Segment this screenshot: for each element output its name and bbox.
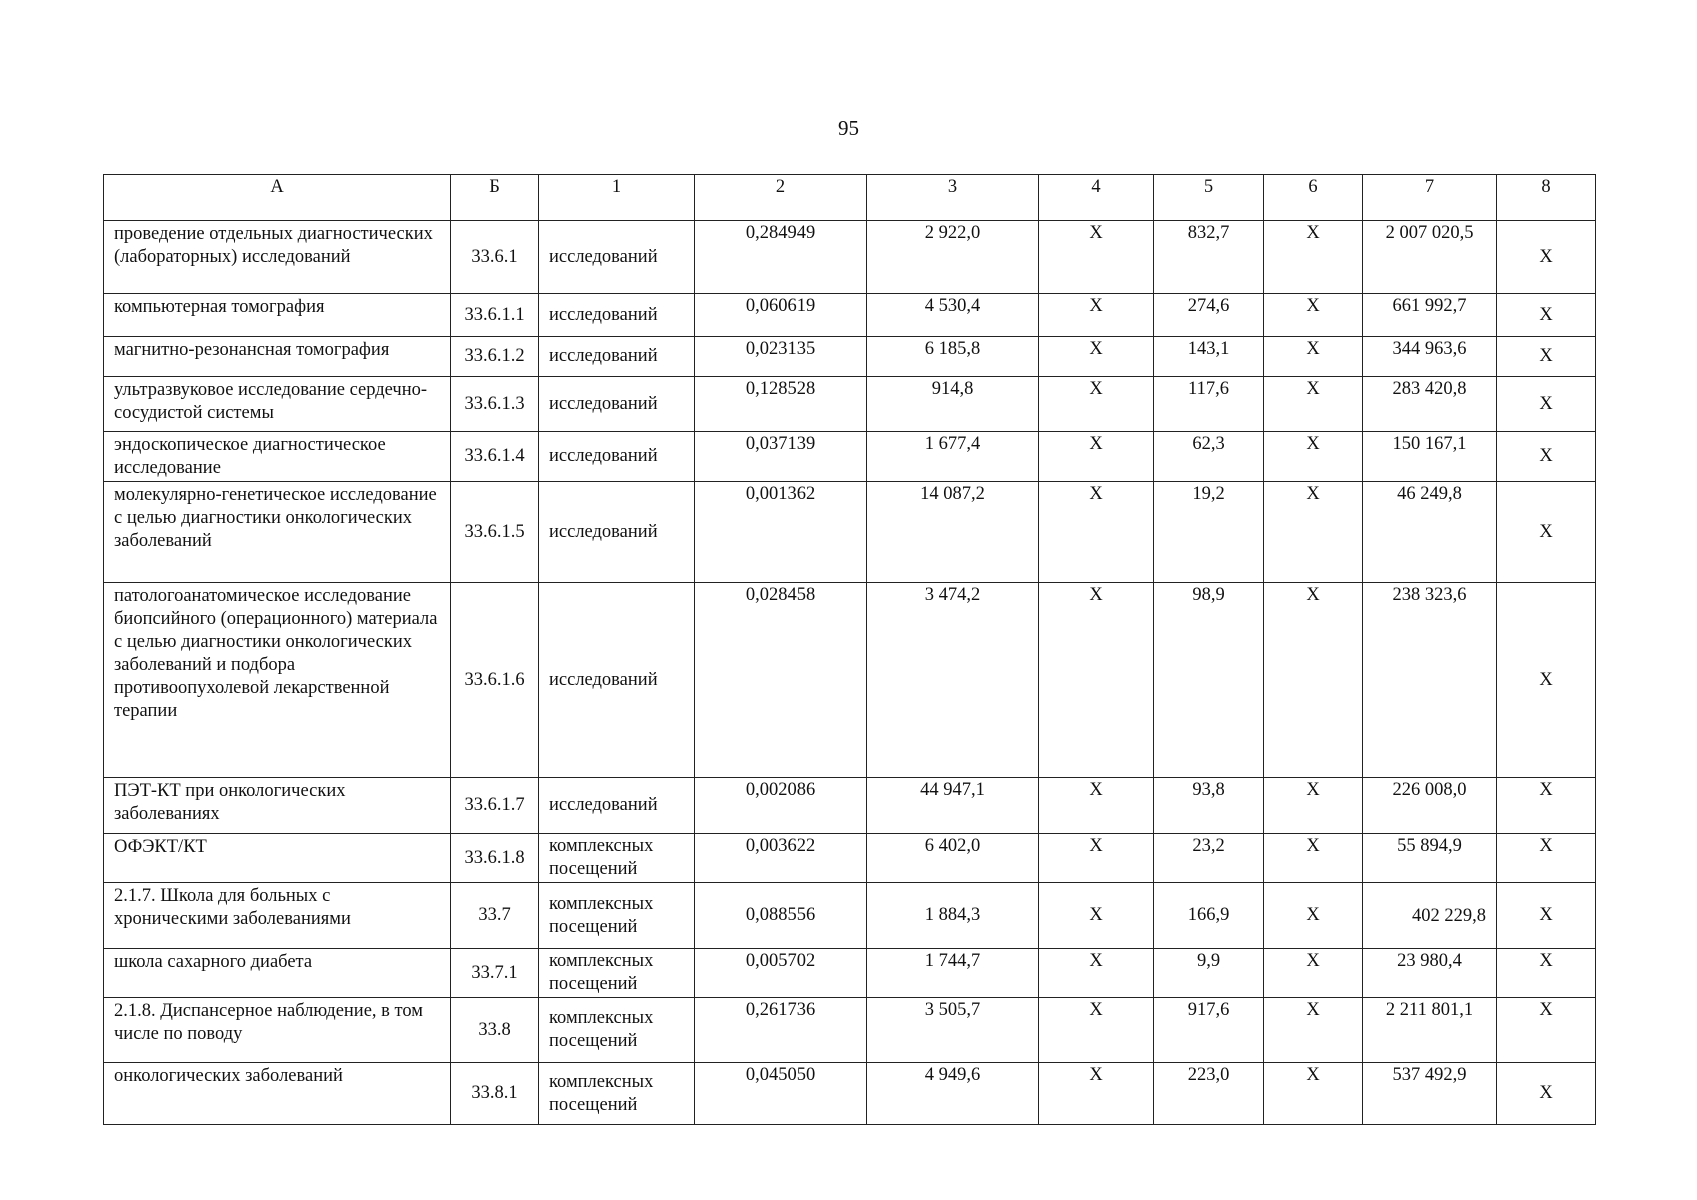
row-col7-cell: 283 420,8 <box>1363 377 1497 432</box>
row-col4-cell: X <box>1039 778 1154 834</box>
row-col8-cell: X <box>1497 337 1596 377</box>
row-col2-cell: 0,284949 <box>695 221 867 294</box>
row-col7-cell: 344 963,6 <box>1363 337 1497 377</box>
row-col6-cell: X <box>1264 432 1363 482</box>
row-code-cell: 33.6.1 <box>451 221 539 294</box>
row-col4-cell: X <box>1039 337 1154 377</box>
row-unit-cell: комплексных посещений <box>539 998 695 1063</box>
row-col5-cell: 832,7 <box>1154 221 1264 294</box>
row-col8-cell: X <box>1497 1063 1596 1125</box>
row-col8-cell: X <box>1497 432 1596 482</box>
row-col5-cell: 274,6 <box>1154 294 1264 337</box>
row-col4-cell: X <box>1039 583 1154 778</box>
row-code-cell: 33.7 <box>451 883 539 949</box>
page-number: 95 <box>838 116 859 140</box>
header-cell: Б <box>451 175 539 221</box>
row-col2-cell: 0,002086 <box>695 778 867 834</box>
table-row <box>104 337 1596 377</box>
row-col4-cell: X <box>1039 834 1154 883</box>
row-unit-cell: исследований <box>539 337 695 377</box>
row-col3-cell: 4 530,4 <box>867 294 1039 337</box>
header-row <box>104 175 1596 221</box>
header-cell: 6 <box>1264 175 1363 221</box>
row-col4-cell: X <box>1039 482 1154 583</box>
row-col3-cell: 1 744,7 <box>867 949 1039 998</box>
row-col5-cell: 166,9 <box>1154 883 1264 949</box>
row-col4-cell: X <box>1039 998 1154 1063</box>
table-row <box>104 294 1596 337</box>
row-col2-cell: 0,088556 <box>695 883 867 949</box>
row-col6-cell: X <box>1264 377 1363 432</box>
row-col4-cell: X <box>1039 432 1154 482</box>
table-row <box>104 998 1596 1063</box>
row-col2-cell: 0,023135 <box>695 337 867 377</box>
row-name-cell: магнитно-резонансная томография <box>104 337 451 377</box>
row-code-cell: 33.6.1.4 <box>451 432 539 482</box>
row-col2-cell: 0,261736 <box>695 998 867 1063</box>
row-col3-cell: 4 949,6 <box>867 1063 1039 1125</box>
row-col2-cell: 0,060619 <box>695 294 867 337</box>
row-col5-cell: 917,6 <box>1154 998 1264 1063</box>
row-col8-cell: X <box>1497 377 1596 432</box>
row-col8-cell: X <box>1497 998 1596 1063</box>
row-col6-cell: X <box>1264 778 1363 834</box>
row-col6-cell: X <box>1264 834 1363 883</box>
row-name-cell: проведение отдельных диагностических (лабораторных) исследований <box>104 221 451 294</box>
row-col7-cell: 55 894,9 <box>1363 834 1497 883</box>
row-unit-cell: исследований <box>539 778 695 834</box>
row-col6-cell: X <box>1264 883 1363 949</box>
row-unit-cell: комплексных посещений <box>539 834 695 883</box>
row-col5-cell: 143,1 <box>1154 337 1264 377</box>
row-col4-cell: X <box>1039 221 1154 294</box>
table-row <box>104 1063 1596 1125</box>
row-unit-cell: комплексных посещений <box>539 883 695 949</box>
table-row <box>104 949 1596 998</box>
row-col4-cell: X <box>1039 1063 1154 1125</box>
row-col5-cell: 223,0 <box>1154 1063 1264 1125</box>
row-col4-cell: X <box>1039 294 1154 337</box>
table-row <box>104 834 1596 883</box>
row-col8-cell: X <box>1497 583 1596 778</box>
table-row <box>104 221 1596 294</box>
row-col7-cell: 226 008,0 <box>1363 778 1497 834</box>
row-name-cell: школа сахарного диабета <box>104 949 451 998</box>
header-cell: А <box>104 175 451 221</box>
table-row <box>104 583 1596 778</box>
row-col3-cell: 3 505,7 <box>867 998 1039 1063</box>
row-col2-cell: 0,045050 <box>695 1063 867 1125</box>
row-col4-cell: X <box>1039 883 1154 949</box>
row-col8-cell: X <box>1497 221 1596 294</box>
row-unit-cell: исследований <box>539 432 695 482</box>
row-col6-cell: X <box>1264 583 1363 778</box>
row-name-cell: ПЭТ-КТ при онкологических заболеваниях <box>104 778 451 834</box>
row-code-cell: 33.6.1.3 <box>451 377 539 432</box>
header-cell: 1 <box>539 175 695 221</box>
row-col7-cell: 46 249,8 <box>1363 482 1497 583</box>
header-cell: 4 <box>1039 175 1154 221</box>
row-col5-cell: 98,9 <box>1154 583 1264 778</box>
row-col2-cell: 0,037139 <box>695 432 867 482</box>
row-name-cell: онкологических заболеваний <box>104 1063 451 1125</box>
row-col2-cell: 0,005702 <box>695 949 867 998</box>
row-col6-cell: X <box>1264 294 1363 337</box>
header-cell: 2 <box>695 175 867 221</box>
row-name-cell: компьютерная томография <box>104 294 451 337</box>
row-col8-cell: X <box>1497 949 1596 998</box>
row-name-cell: молекулярно-генетическое исследование с целью диагностики онкологических заболеваний <box>104 482 451 583</box>
row-name-cell: патологоанатомическое исследование биопсийного (операционного) материала с целью диагностики онкологических заболеваний и подбора противоопухолевой лекарственной терапии <box>104 583 451 778</box>
row-col2-cell: 0,028458 <box>695 583 867 778</box>
row-code-cell: 33.6.1.1 <box>451 294 539 337</box>
row-col6-cell: X <box>1264 482 1363 583</box>
row-col6-cell: X <box>1264 998 1363 1063</box>
row-col2-cell: 0,003622 <box>695 834 867 883</box>
row-name-cell: 2.1.8. Диспансерное наблюдение, в том числе по поводу <box>104 998 451 1063</box>
row-col3-cell: 14 087,2 <box>867 482 1039 583</box>
row-col8-cell: X <box>1497 883 1596 949</box>
row-col3-cell: 3 474,2 <box>867 583 1039 778</box>
row-col7-cell: 402 229,8 <box>1363 883 1497 949</box>
row-name-cell: ультразвуковое исследование сердечно-сосудистой системы <box>104 377 451 432</box>
row-col7-cell: 150 167,1 <box>1363 432 1497 482</box>
row-col6-cell: X <box>1264 221 1363 294</box>
row-col5-cell: 117,6 <box>1154 377 1264 432</box>
data-table <box>103 174 1596 1125</box>
row-code-cell: 33.6.1.2 <box>451 337 539 377</box>
table-row <box>104 432 1596 482</box>
row-col7-cell: 2 211 801,1 <box>1363 998 1497 1063</box>
row-unit-cell: исследований <box>539 482 695 583</box>
row-col6-cell: X <box>1264 1063 1363 1125</box>
row-unit-cell: комплексных посещений <box>539 1063 695 1125</box>
row-col6-cell: X <box>1264 949 1363 998</box>
row-name-cell: ОФЭКТ/КТ <box>104 834 451 883</box>
row-code-cell: 33.8.1 <box>451 1063 539 1125</box>
row-unit-cell: исследований <box>539 583 695 778</box>
row-unit-cell: исследований <box>539 377 695 432</box>
header-cell: 8 <box>1497 175 1596 221</box>
row-col7-cell: 661 992,7 <box>1363 294 1497 337</box>
table-row <box>104 883 1596 949</box>
row-unit-cell: исследований <box>539 294 695 337</box>
header-cell: 5 <box>1154 175 1264 221</box>
row-col8-cell: X <box>1497 294 1596 337</box>
table-row <box>104 482 1596 583</box>
row-code-cell: 33.6.1.8 <box>451 834 539 883</box>
row-name-cell: эндоскопическое диагностическое исследование <box>104 432 451 482</box>
row-col6-cell: X <box>1264 337 1363 377</box>
row-col3-cell: 44 947,1 <box>867 778 1039 834</box>
row-col5-cell: 19,2 <box>1154 482 1264 583</box>
header-cell: 3 <box>867 175 1039 221</box>
row-col4-cell: X <box>1039 377 1154 432</box>
row-col3-cell: 2 922,0 <box>867 221 1039 294</box>
row-code-cell: 33.6.1.7 <box>451 778 539 834</box>
row-col8-cell: X <box>1497 834 1596 883</box>
row-code-cell: 33.6.1.6 <box>451 583 539 778</box>
row-col5-cell: 23,2 <box>1154 834 1264 883</box>
table-row <box>104 377 1596 432</box>
header-cell: 7 <box>1363 175 1497 221</box>
row-col8-cell: X <box>1497 778 1596 834</box>
row-col8-cell: X <box>1497 482 1596 583</box>
row-name-cell: 2.1.7. Школа для больных с хроническими заболеваниями <box>104 883 451 949</box>
row-col7-cell: 537 492,9 <box>1363 1063 1497 1125</box>
row-col3-cell: 6 185,8 <box>867 337 1039 377</box>
row-code-cell: 33.7.1 <box>451 949 539 998</box>
row-code-cell: 33.8 <box>451 998 539 1063</box>
row-col5-cell: 93,8 <box>1154 778 1264 834</box>
row-col5-cell: 62,3 <box>1154 432 1264 482</box>
row-col2-cell: 0,128528 <box>695 377 867 432</box>
row-col3-cell: 1 677,4 <box>867 432 1039 482</box>
row-unit-cell: комплексных посещений <box>539 949 695 998</box>
row-col7-cell: 2 007 020,5 <box>1363 221 1497 294</box>
row-col3-cell: 1 884,3 <box>867 883 1039 949</box>
row-col3-cell: 6 402,0 <box>867 834 1039 883</box>
row-col7-cell: 23 980,4 <box>1363 949 1497 998</box>
table-row <box>104 778 1596 834</box>
row-unit-cell: исследований <box>539 221 695 294</box>
row-col7-cell: 238 323,6 <box>1363 583 1497 778</box>
row-col3-cell: 914,8 <box>867 377 1039 432</box>
row-col5-cell: 9,9 <box>1154 949 1264 998</box>
row-col4-cell: X <box>1039 949 1154 998</box>
row-code-cell: 33.6.1.5 <box>451 482 539 583</box>
row-col2-cell: 0,001362 <box>695 482 867 583</box>
